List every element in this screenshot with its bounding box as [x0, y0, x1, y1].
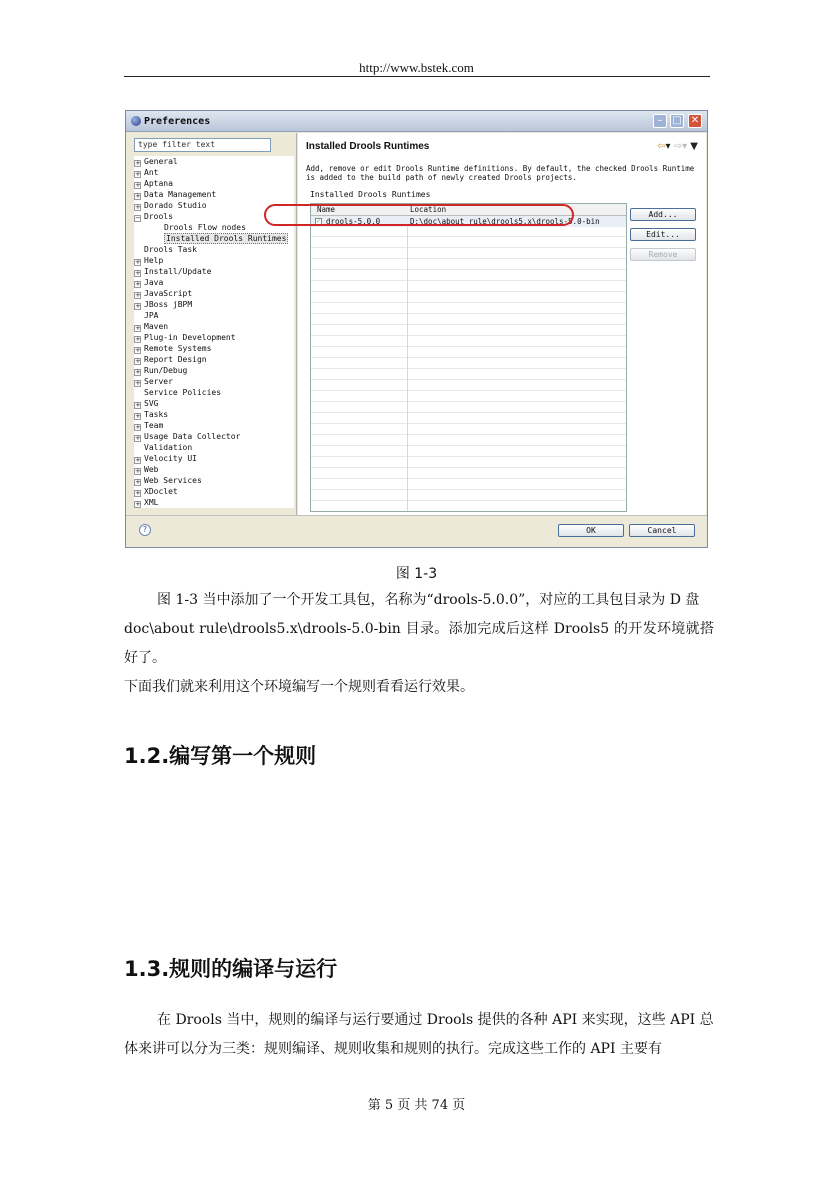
column-separator — [407, 204, 408, 511]
tree-item-label: Validation — [144, 443, 193, 452]
expand-icon[interactable]: + — [135, 368, 141, 376]
expand-icon[interactable]: + — [135, 181, 141, 189]
tree-item[interactable] — [134, 486, 294, 497]
runtime-location: D:\doc\about rule\drools5.x\drools-5.0-bin — [410, 217, 600, 226]
tree-item[interactable] — [134, 178, 294, 189]
tree-item-label: Drools — [144, 212, 173, 221]
tree-item-label: Java — [144, 278, 164, 287]
runtime-checkbox[interactable]: ✓ — [316, 218, 322, 225]
expand-icon[interactable]: + — [135, 280, 141, 288]
header-rule — [124, 76, 710, 77]
tree-item-label: Web — [144, 465, 159, 474]
tree-item[interactable] — [134, 299, 294, 310]
cancel-button[interactable]: Cancel — [629, 524, 695, 537]
tree-item[interactable] — [134, 233, 294, 244]
minimize-icon[interactable]: – — [653, 114, 667, 128]
pane-divider[interactable] — [296, 133, 297, 515]
tree-item[interactable] — [134, 387, 294, 398]
tree-item-label: Drools Task — [144, 245, 197, 254]
section-heading-1-3: 1.3.规则的编译与运行 — [124, 957, 338, 981]
tree-item-label: XML — [144, 498, 159, 507]
tree-item[interactable] — [134, 442, 294, 453]
paragraph-line: 体来讲可以分为三类：规则编译、规则收集和规则的执行。完成这些工作的 API 主要有 — [124, 1041, 662, 1057]
tree-item[interactable] — [134, 475, 294, 486]
tree-item[interactable] — [134, 497, 294, 508]
tree-item-label: Run/Debug — [144, 366, 188, 375]
tree-item[interactable] — [134, 453, 294, 464]
expand-icon[interactable]: + — [135, 159, 141, 167]
expand-icon[interactable]: + — [135, 434, 141, 442]
preferences-dialog-screenshot — [125, 110, 708, 548]
ok-button[interactable]: OK — [558, 524, 624, 537]
expand-icon[interactable]: + — [135, 203, 141, 211]
expand-icon[interactable]: + — [135, 302, 141, 310]
tree-item-label: Install/Update — [144, 267, 212, 276]
tree-item-label: Tasks — [144, 410, 169, 419]
tree-item-label: Plug-in Development — [144, 333, 236, 342]
expand-icon[interactable]: + — [135, 192, 141, 200]
tree-item[interactable] — [134, 398, 294, 409]
tree-item-label: Dorado Studio — [144, 201, 207, 210]
tree-item[interactable] — [134, 321, 294, 332]
tree-item-label: Web Services — [144, 476, 202, 485]
add-button[interactable]: Add... — [630, 208, 696, 221]
tree-item-label: XDoclet — [144, 487, 178, 496]
view-menu-icon[interactable]: ▼ — [690, 141, 698, 152]
back-arrow-icon[interactable]: ⇦ — [657, 141, 666, 152]
page-number: 第 5 页 共 74 页 — [367, 1098, 466, 1113]
tree-item[interactable] — [134, 409, 294, 420]
highlight-annotation — [264, 204, 574, 226]
dialog-footer-separator — [126, 515, 707, 516]
tree-item-label: Service Policies — [144, 388, 222, 397]
help-icon[interactable]: ? — [139, 524, 151, 536]
tree-item[interactable] — [134, 343, 294, 354]
column-header-location[interactable]: Location — [410, 205, 447, 214]
runtimes-list-label: Installed Drools Runtimes — [310, 190, 431, 199]
dialog-title: Preferences — [144, 116, 211, 127]
edit-button[interactable]: Edit... — [630, 228, 696, 241]
tree-item[interactable] — [134, 420, 294, 431]
back-dropdown-icon[interactable]: ▾ — [665, 141, 671, 152]
tree-item-label: Team — [144, 421, 164, 430]
panel-nav — [657, 141, 698, 152]
collapse-icon[interactable]: − — [135, 214, 141, 222]
tree-item[interactable] — [134, 332, 294, 343]
tree-item-label: Aptana — [144, 179, 173, 188]
paragraph-line: doc\about rule\drools5.x\drools-5.0-bin 目录。添加完成后这样 Drools5 的开发环境就搭好了。 — [124, 621, 714, 666]
tree-item-label: JPA — [144, 311, 159, 320]
tree-item[interactable] — [134, 288, 294, 299]
panel-title: Installed Drools Runtimes — [306, 141, 430, 152]
right-panel — [298, 133, 706, 515]
tree-item[interactable] — [134, 354, 294, 365]
tree-item-label: Drools Flow nodes — [164, 223, 246, 232]
expand-icon[interactable]: + — [135, 346, 141, 354]
tree-item-label: General — [144, 157, 178, 166]
tree-item[interactable] — [134, 156, 294, 167]
expand-icon[interactable]: + — [135, 258, 141, 266]
expand-icon[interactable]: + — [135, 489, 141, 497]
tree-item[interactable] — [134, 277, 294, 288]
forward-arrow-icon[interactable]: ⇨ — [673, 141, 683, 152]
panel-description: Add, remove or edit Drools Runtime definitions. By default, the checked Drools Runtime is added to the build path of newly created Drools projects. — [306, 164, 695, 182]
expand-icon[interactable]: + — [135, 412, 141, 420]
close-icon[interactable]: ✕ — [688, 114, 702, 128]
tree-item[interactable] — [134, 189, 294, 200]
tree-item-label: Remote Systems — [144, 344, 212, 353]
maximize-icon[interactable]: □ — [670, 114, 684, 128]
expand-icon[interactable]: + — [135, 170, 141, 178]
filter-input[interactable]: type filter text — [134, 138, 271, 152]
tree-item-label: Data Management — [144, 190, 217, 199]
expand-icon[interactable]: + — [135, 467, 141, 475]
runtimes-table — [310, 203, 627, 512]
tree-item-label: SVG — [144, 399, 159, 408]
tree-item-label: JBoss jBPM — [144, 300, 193, 309]
expand-icon[interactable]: + — [135, 500, 141, 508]
tree-item[interactable] — [134, 376, 294, 387]
tree-item-label: JavaScript — [144, 289, 193, 298]
tree-item[interactable] — [134, 365, 294, 376]
tree-item-label: Help — [144, 256, 164, 265]
paragraph-line: 下面我们就来利用这个环境编写一个规则看看运行效果。 — [124, 679, 474, 695]
paragraph-line: 在 Drools 当中，规则的编译与运行要通过 Drools 提供的各种 API 来实现，这些 API 总 — [157, 1012, 714, 1028]
column-header-name[interactable]: Name — [317, 205, 336, 214]
tree-item-label: Usage Data Collector — [144, 432, 241, 441]
tree-item[interactable] — [134, 310, 294, 321]
expand-icon[interactable]: + — [135, 456, 141, 464]
paragraph-2 — [124, 1006, 714, 1064]
tree-item[interactable] — [134, 464, 294, 475]
expand-icon[interactable]: + — [135, 401, 141, 409]
dialog-title-bar — [126, 111, 707, 132]
tree-item[interactable] — [134, 266, 294, 277]
tree-item-label: Ant — [144, 168, 159, 177]
header-url: http://www.bstek.com — [359, 60, 474, 75]
tree-item-label: Report Design — [144, 355, 207, 364]
tree-item-label: Maven — [144, 322, 169, 331]
expand-icon[interactable]: + — [135, 478, 141, 486]
paragraph-1 — [124, 586, 714, 702]
paragraph-line: 图 1-3 当中添加了一个开发工具包，名称为“drools-5.0.0”，对应的工具包目录为 D 盘 — [157, 592, 700, 608]
tree-item[interactable] — [134, 167, 294, 178]
remove-button[interactable]: Remove — [630, 248, 696, 261]
expand-icon[interactable]: + — [135, 269, 141, 277]
expand-icon[interactable]: + — [135, 335, 141, 343]
tree-item[interactable] — [134, 244, 294, 255]
expand-icon[interactable]: + — [135, 324, 141, 332]
tree-item[interactable] — [134, 431, 294, 442]
tree-item-label: Velocity UI — [144, 454, 197, 463]
expand-icon[interactable]: + — [135, 291, 141, 299]
tree-item[interactable] — [134, 255, 294, 266]
figure-caption: 图 1-3 — [395, 566, 438, 582]
eclipse-logo-icon — [131, 116, 141, 126]
expand-icon[interactable]: + — [135, 423, 141, 431]
tree-item-label: Installed Drools Runtimes — [166, 234, 287, 243]
expand-icon[interactable]: + — [135, 357, 141, 365]
expand-icon[interactable]: + — [135, 379, 141, 387]
section-heading-1-2: 1.2.编写第一个规则 — [124, 744, 317, 768]
tree-item-label: Server — [144, 377, 173, 386]
runtime-name: drools-5.0.0 — [326, 217, 381, 226]
forward-dropdown-icon[interactable]: ▾ — [682, 141, 688, 152]
